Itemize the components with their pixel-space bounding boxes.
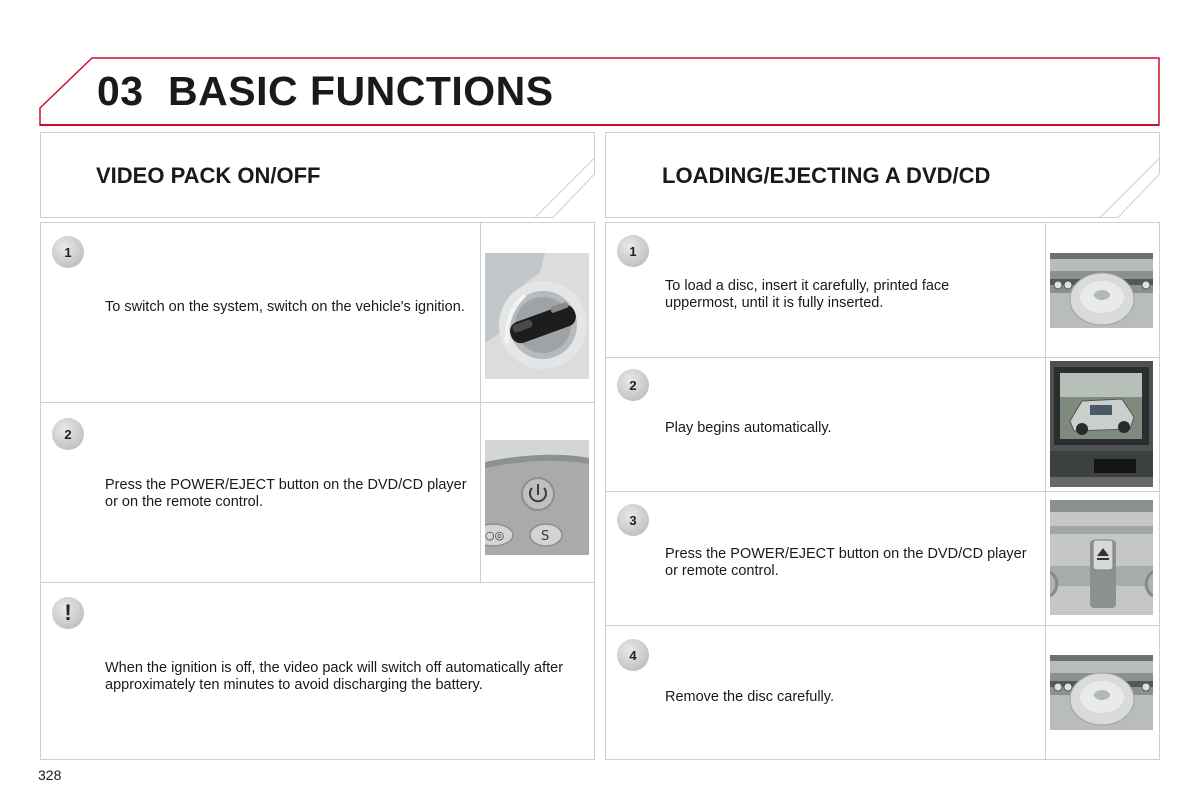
step-text: Press the POWER/EJECT button on the DVD/CD player or on the remote control. xyxy=(105,477,467,510)
row-divider xyxy=(40,402,595,403)
power-button-icon xyxy=(485,440,589,555)
right-section-title: LOADING/EJECTING A DVD/CD xyxy=(662,163,991,188)
svg-text:S: S xyxy=(541,529,550,544)
step-badge: 3 xyxy=(617,504,649,536)
row-divider xyxy=(605,625,1160,626)
svg-text:○◎: ○◎ xyxy=(485,529,505,542)
step-badge: 2 xyxy=(617,369,649,401)
step-text: Remove the disc carefully. xyxy=(665,689,834,705)
warning-text: When the ignition is off, the video pack will switch off automatically after approximately ten minutes to avoid discharging the battery. xyxy=(105,660,564,693)
ignition-key-icon xyxy=(485,253,589,379)
left-section-title: VIDEO PACK ON/OFF xyxy=(96,163,321,188)
row-divider xyxy=(605,491,1160,492)
eject-button-icon xyxy=(1050,500,1153,615)
chapter-number: 03 xyxy=(97,68,144,114)
row-divider xyxy=(40,582,595,583)
chapter-title: BASIC FUNCTIONS xyxy=(168,68,554,114)
step-text: Press the POWER/EJECT button on the DVD/CD player or remote control. xyxy=(665,546,1027,579)
step-text: Play begins automatically. xyxy=(665,420,832,436)
step-badge: 1 xyxy=(617,235,649,267)
step-badge: 4 xyxy=(617,639,649,671)
warning-badge: ! xyxy=(52,597,84,629)
row-divider xyxy=(605,357,1160,358)
step-badge: 1 xyxy=(52,236,84,268)
column-divider xyxy=(480,222,481,582)
column-divider xyxy=(1045,222,1046,760)
disc-insert-icon xyxy=(1050,253,1153,328)
disc-remove-icon xyxy=(1050,655,1153,730)
page-number: 328 xyxy=(38,767,62,783)
step-text: To load a disc, insert it carefully, printed face uppermost, until it is fully inserted. xyxy=(665,278,950,311)
step-badge: 2 xyxy=(52,418,84,450)
video-screen-icon xyxy=(1050,361,1153,487)
step-text: To switch on the system, switch on the vehicle's ignition. xyxy=(105,299,465,315)
